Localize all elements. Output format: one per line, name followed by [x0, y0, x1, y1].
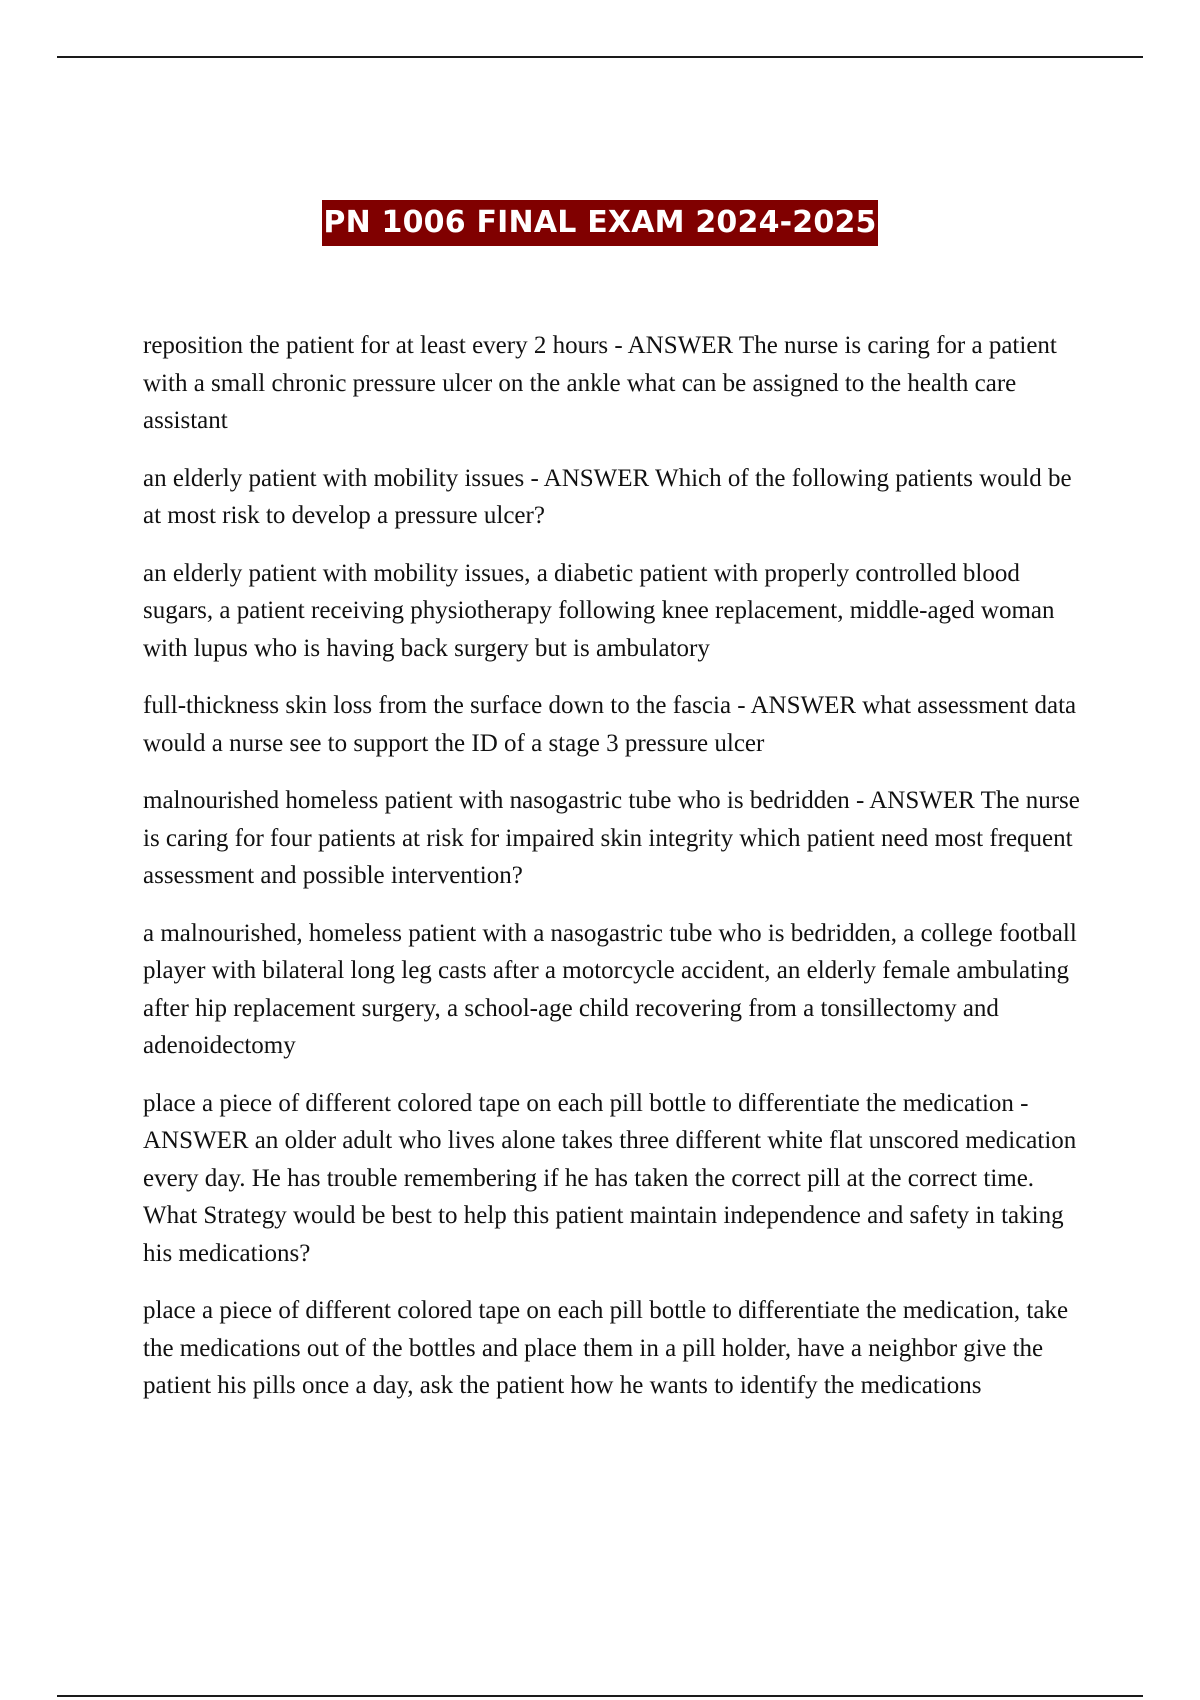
bottom-rule: [57, 1695, 1143, 1697]
document-body: [143, 327, 1093, 1425]
qa-paragraph: malnourished homeless patient with nasogastric tube who is bedridden - ANSWER The nurse is caring for four patients at risk for impaired skin integrity which patient need most frequent assessment and possible intervention?: [143, 787, 1080, 889]
document-title: PN 1006 FINAL EXAM 2024-2025: [322, 200, 877, 246]
qa-paragraph: place a piece of different colored tape on each pill bottle to differentiate the medication - ANSWER an older adult who lives alone takes three different white flat unscored medication every day. He has trouble remembering if he has taken the correct pill at the correct time. What Strategy would be best to help this patient maintain independence and safety in taking his medications?: [143, 1089, 1077, 1267]
qa-paragraph: place a piece of different colored tape on each pill bottle to differentiate the medication, take the medications out of the bottles and place them in a pill holder, have a neighbor give the patient his pills once a day, ask the patient how he wants to identify the medications: [143, 1297, 1069, 1399]
qa-paragraph: full-thickness skin loss from the surface down to the fascia - ANSWER what assessment data would a nurse see to support the ID of a stage 3 pressure ulcer: [143, 692, 1077, 757]
title-container: [0, 200, 1200, 246]
qa-paragraph: an elderly patient with mobility issues - ANSWER Which of the following patients would be at most risk to develop a pressure ulcer?: [143, 464, 1072, 529]
top-rule: [57, 56, 1143, 58]
qa-paragraph: a malnourished, homeless patient with a nasogastric tube who is bedridden, a college football player with bilateral long leg casts after a motorcycle accident, an elderly female ambulating after hip replacement surgery, a school-age child recovering from a tonsillectomy and adenoidectomy: [143, 919, 1077, 1059]
qa-paragraph: reposition the patient for at least every 2 hours - ANSWER The nurse is caring for a patient with a small chronic pressure ulcer on the ankle what can be assigned to the health care assistant: [143, 332, 1057, 434]
qa-paragraph: an elderly patient with mobility issues, a diabetic patient with properly controlled blood sugars, a patient receiving physiotherapy following knee replacement, middle-aged woman with lupus who is having back surgery but is ambulatory: [143, 559, 1055, 662]
